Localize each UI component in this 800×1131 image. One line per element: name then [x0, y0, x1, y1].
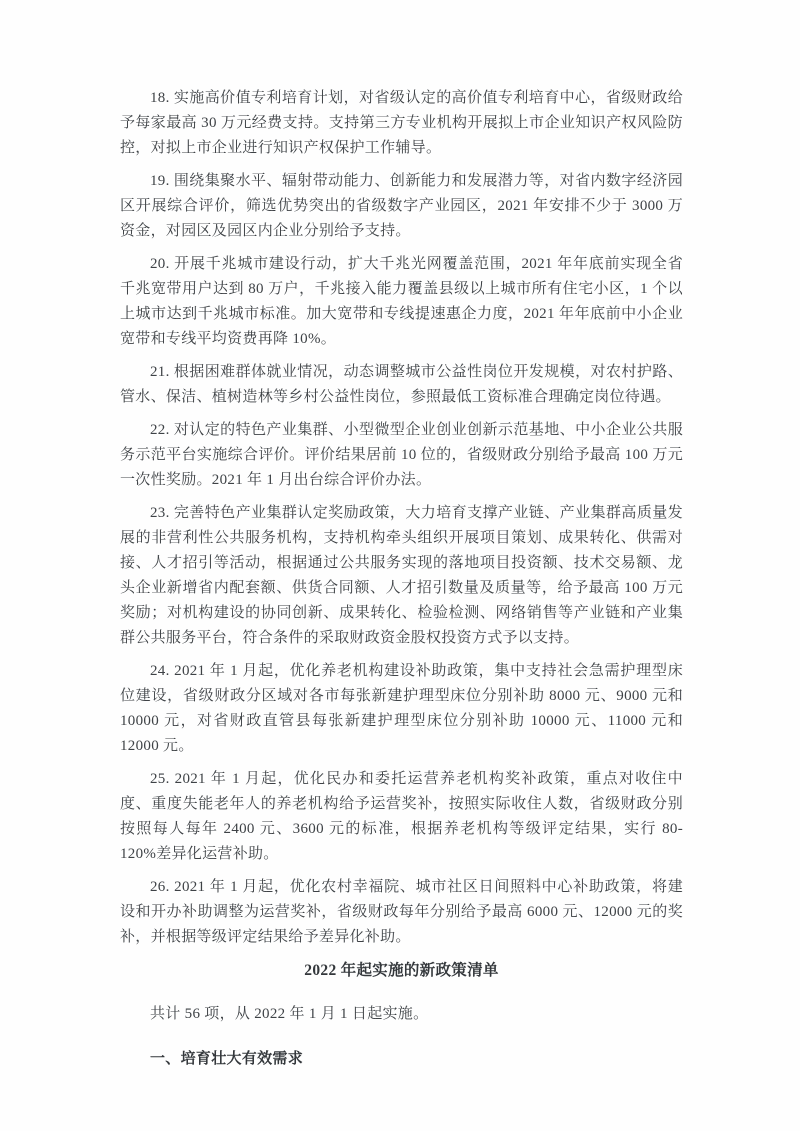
policy-item-25: 25. 2021 年 1 月起，优化民办和委托运营养老机构奖补政策，重点对收住中度、重度失能老年人的养老机构给予运营奖补，按照实际收住人数，省级财政分别按照每人每年 2400 元、3600 元的标准，根据养老机构等级评定结果，实行 80-120%差异化运营补助。	[120, 771, 683, 862]
section-heading: 2022 年起实施的新政策清单	[304, 962, 499, 979]
policy-item-20: 20. 开展千兆城市建设行动，扩大千兆光网覆盖范围，2021 年年底前实现全省千兆宽带用户达到 80 万户，千兆接入能力覆盖县级以上城市所有住宅小区，1 个以上城市达到千兆城市标准。加大宽带和专线提速惠企力度，2021 年年底前中小企业宽带和专线平均资费再降 10%。	[120, 256, 683, 347]
policy-item-24: 24. 2021 年 1 月起，优化养老机构建设补助政策，集中支持社会急需护理型床位建设，省级财政分区域对各市每张新建护理型床位分别补助 8000 元、9000 元和 10000 元，对省财政直管县每张新建护理型床位分别补助 10000 元、11000 元和 12000 元。	[120, 663, 683, 754]
policy-item-19: 19. 围绕集聚水平、辐射带动能力、创新能力和发展潜力等，对省内数字经济园区开展综合评价，筛选优势突出的省级数字产业园区，2021 年安排不少于 3000 万资金，对园区及园区内企业分别给予支持。	[120, 173, 683, 239]
policy-item-23: 23. 完善特色产业集群认定奖励政策，大力培育支撑产业链、产业集群高质量发展的非营利性公共服务机构，支持机构牵头组织开展项目策划、成果转化、供需对接、人才招引等活动，根据通过公共服务实现的落地项目投资额、技术交易额、龙头企业新增省内配套额、供货合同额、人才招引数量及质量等，给予最高 100 万元奖励；对机构建设的协同创新、成果转化、检验检测、网络销售等产业链和产业集群公共服务平台，符合条件的采取财政资金股权投资方式予以支持。	[120, 505, 683, 646]
summary-line: 共计 56 项，从 2022 年 1 月 1 日起实施。	[150, 1006, 429, 1022]
subsection-heading: 一、培育壮大有效需求	[150, 1051, 304, 1067]
policy-item-22: 22. 对认定的特色产业集群、小型微型企业创业创新示范基地、中小企业公共服务示范平台实施综合评价。评价结果居前 10 位的，省级财政分别给予最高 100 万元一次性奖励。2021 年 1 月出台综合评价办法。	[120, 422, 683, 488]
policy-item-18: 18. 实施高价值专利培育计划，对省级认定的高价值专利培育中心，省级财政给予每家最高 30 万元经费支持。支持第三方专业机构开展拟上市企业知识产权风险防控，对拟上市企业进行知识产权保护工作辅导。	[120, 90, 683, 156]
policy-item-21: 21. 根据困难群体就业情况，动态调整城市公益性岗位开发规模，对农村护路、管水、保洁、植树造林等乡村公益性岗位，参照最低工资标准合理确定岗位待遇。	[120, 364, 683, 405]
policy-item-26: 26. 2021 年 1 月起，优化农村幸福院、城市社区日间照料中心补助政策，将建设和开办补助调整为运营奖补，省级财政每年分别给予最高 6000 元、12000 元的奖补，并根据等级评定结果给予差异化补助。	[120, 879, 683, 945]
